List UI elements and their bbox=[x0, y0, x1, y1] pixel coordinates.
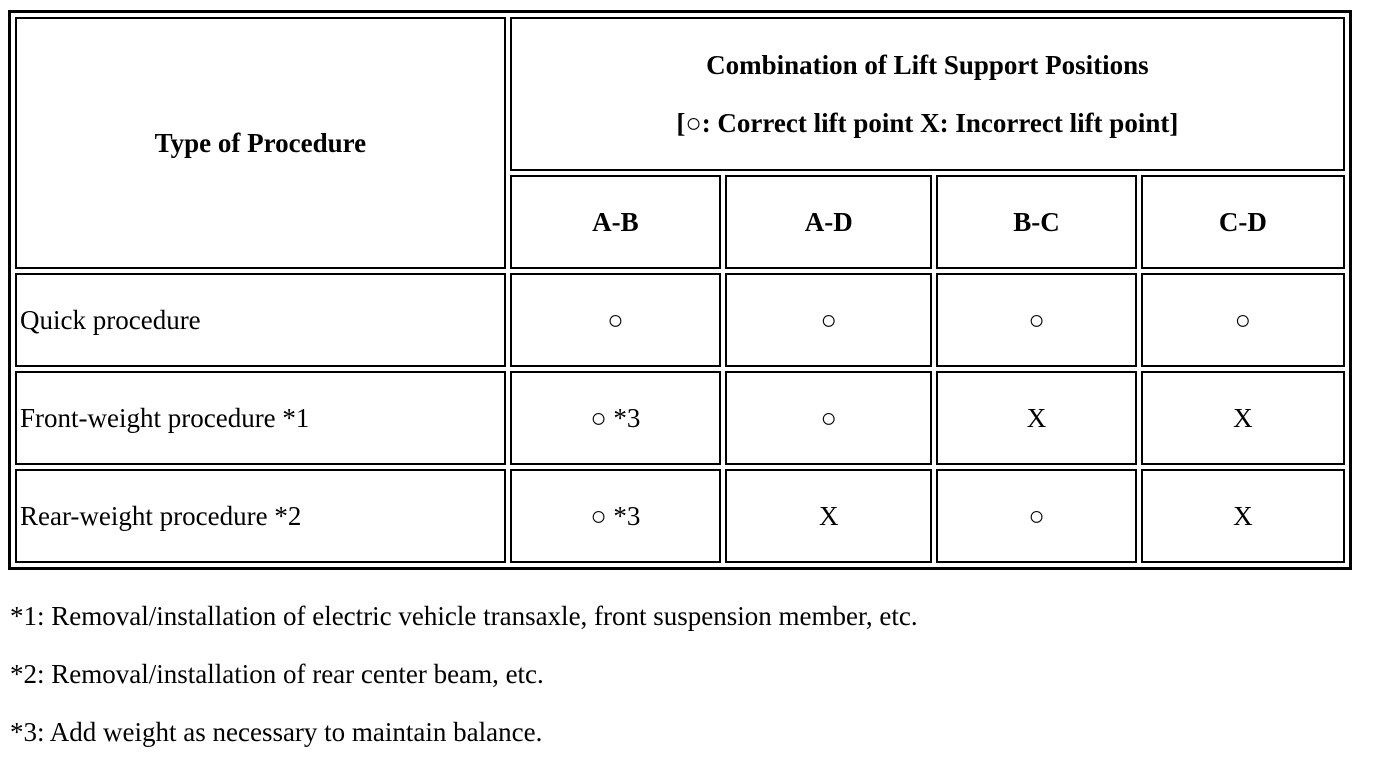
row-label: Front-weight procedure *1 bbox=[15, 371, 506, 465]
column-header-c-d: C-D bbox=[1141, 175, 1345, 269]
footnote-1: *1: Removal/installation of electric vehicle transaxle, front suspension member, etc. bbox=[10, 601, 918, 631]
cell-value: ○ bbox=[936, 273, 1136, 367]
cell-value: X bbox=[1141, 469, 1345, 563]
row-label: Quick procedure bbox=[15, 273, 506, 367]
header-type-of-procedure: Type of Procedure bbox=[15, 17, 506, 269]
cell-value: ○ *3 bbox=[510, 469, 721, 563]
cell-value: X bbox=[936, 371, 1136, 465]
cell-value: ○ bbox=[725, 371, 932, 465]
column-header-b-c: B-C bbox=[936, 175, 1136, 269]
cell-value: ○ bbox=[510, 273, 721, 367]
footnotes bbox=[10, 598, 918, 772]
cell-value: ○ *3 bbox=[510, 371, 721, 465]
header-combination-title: Combination of Lift Support Positions bbox=[706, 50, 1149, 80]
column-header-a-d: A-D bbox=[725, 175, 932, 269]
cell-value: ○ bbox=[936, 469, 1136, 563]
cell-value: X bbox=[725, 469, 932, 563]
table-row-front-weight bbox=[15, 371, 1345, 465]
column-header-a-b: A-B bbox=[510, 175, 721, 269]
cell-value: ○ bbox=[725, 273, 932, 367]
cell-value: ○ bbox=[1141, 273, 1345, 367]
header-combination-legend: [○: Correct lift point X: Incorrect lift point] bbox=[676, 108, 1179, 138]
cell-value: X bbox=[1141, 371, 1345, 465]
header-combination bbox=[510, 17, 1345, 171]
footnote-2: *2: Removal/installation of rear center beam, etc. bbox=[10, 659, 544, 689]
lift-support-table bbox=[8, 10, 1352, 570]
table-row-quick bbox=[15, 273, 1345, 367]
footnote-3: *3: Add weight as necessary to maintain balance. bbox=[10, 717, 543, 747]
row-label: Rear-weight procedure *2 bbox=[15, 469, 506, 563]
table-row-rear-weight bbox=[15, 469, 1345, 563]
